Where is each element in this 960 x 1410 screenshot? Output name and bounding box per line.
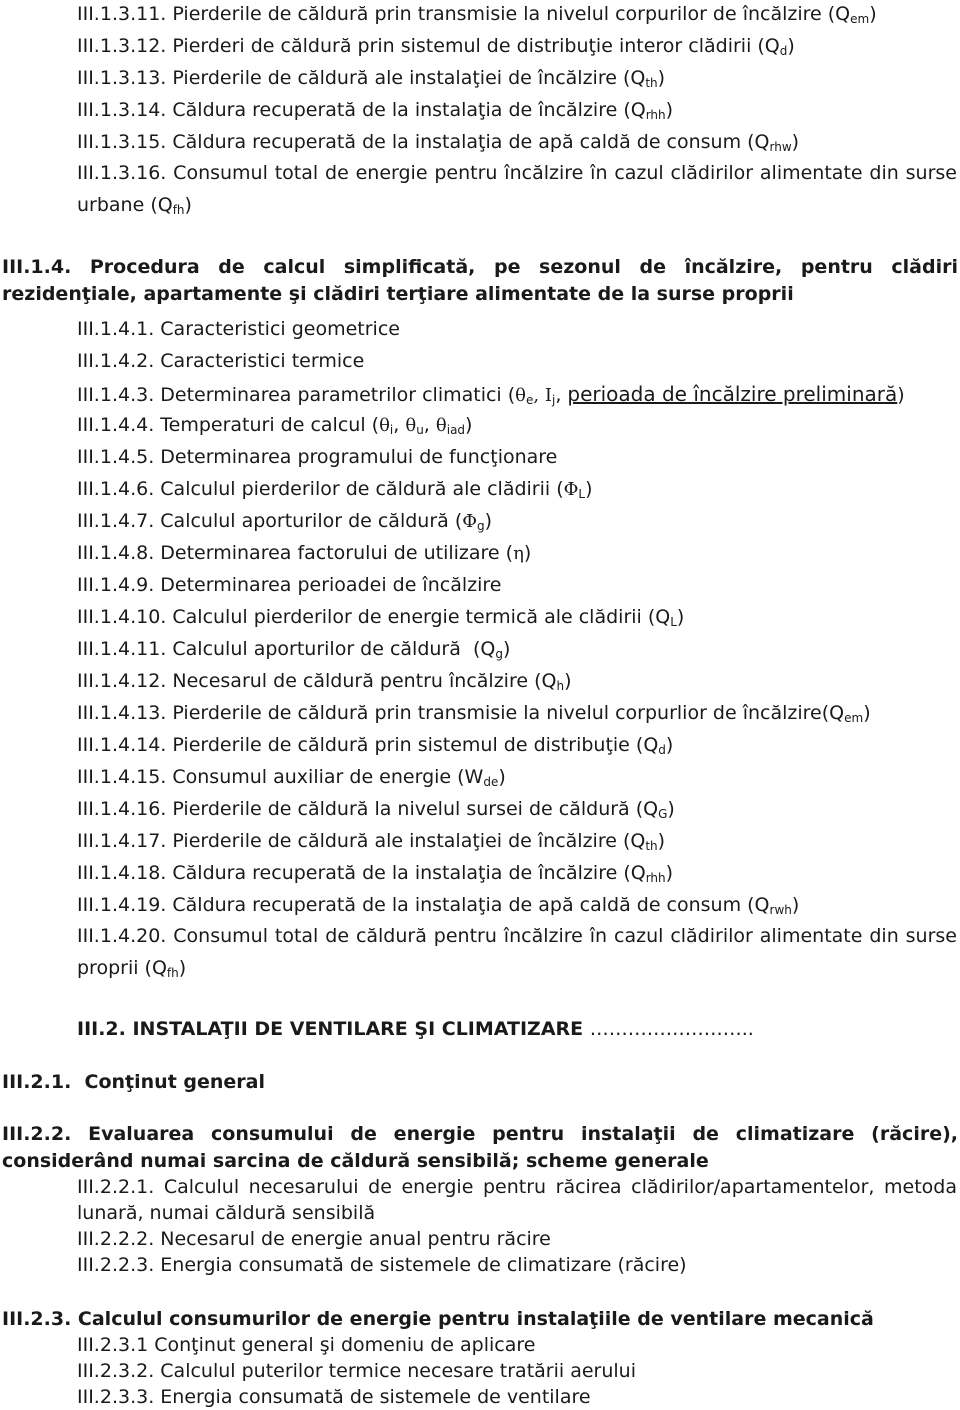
toc-entry-III-2-2-2: III.2.2.2. Necesarul de energie anual pentru răcire — [77, 1228, 551, 1250]
toc-entry-III-1-3-16: III.1.3.16. Consumul total de energie pentru încălzire în cazul clădirilor alimentate din surse urbane $(Q_{fh})$ — [77, 162, 957, 217]
toc-entry-III-1-4-9: III.1.4.9. Determinarea perioadei de încălzire — [77, 574, 502, 596]
toc-entry-III-1-4-4: III.1.4.4. Temperaturi de calcul ($\theta_i$, $\theta_u$, $\theta_{iad}$) — [77, 414, 473, 437]
toc-entry-III-1-4-15: III.1.4.15. Consumul auxiliar de energie $(W_{de})$ — [77, 766, 506, 789]
section-heading-III-2-3: III.2.3. Calculul consumurilor de energie pentru instalaţiile de ventilare mecanică — [2, 1308, 874, 1330]
toc-entry-III-1-4-19: III.1.4.19. Căldura recuperată de la instalaţia de apă caldă de consum $(Q_{rwh})$ — [77, 894, 800, 917]
toc-entry-III-1-3-12: III.1.3.12. Pierderi de căldură prin sistemul de distribuţie interor clădirii $(Q_d)$ — [77, 35, 795, 58]
toc-entry-III-1-4-7: III.1.4.7. Calculul aporturilor de căldură $(\Phi_g)$ — [77, 510, 493, 533]
toc-entry-III-2-2-1: III.2.2.1. Calculul necesarului de energie pentru răcirea clădirilor/apartamentelor, metoda lunară, numai căldură sensibilă — [77, 1176, 957, 1224]
toc-entry-III-1-4-14: III.1.4.14. Pierderile de căldură prin sistemul de distribuţie $(Q_d)$ — [77, 734, 674, 757]
toc-entry-III-1-4-18: III.1.4.18. Căldura recuperată de la instalaţia de încălzire $(Q_{rhh})$ — [77, 862, 674, 885]
chapter-heading-III-2: III.2. INSTALAŢII DE VENTILARE ŞI CLIMATIZARE …………………….. — [77, 1018, 754, 1040]
toc-entry-III-1-4-8: III.1.4.8. Determinarea factorului de utilizare (η) — [77, 542, 532, 564]
toc-entry-III-1-4-5: III.1.4.5. Determinarea programului de funcţionare — [77, 446, 558, 468]
toc-entry-III-2-3-3: III.2.3.3. Energia consumată de sistemele de ventilare — [77, 1386, 591, 1408]
toc-entry-III-1-4-16: III.1.4.16. Pierderile de căldură la nivelul sursei de căldură $(Q_G)$ — [77, 798, 675, 821]
toc-entry-III-1-4-1: III.1.4.1. Caracteristici geometrice — [77, 318, 400, 340]
leader-dots: …………………….. — [589, 1018, 754, 1040]
toc-entry-III-1-4-3: III.1.4.3. Determinarea parametrilor climatici ($\theta_e$, $I_j$, perioada de încălzire preliminară) — [77, 382, 905, 407]
toc-entry-III-1-4-13: III.1.4.13. Pierderile de căldură prin transmisie la nivelul corpurlior de $încălzire(Q_{em})$ — [77, 702, 871, 725]
section-heading-III-2-1: III.2.1. Conţinut general — [2, 1071, 266, 1093]
toc-entry-III-2-2-3: III.2.2.3. Energia consumată de sistemele de climatizare (răcire) — [77, 1254, 687, 1276]
toc-entry-III-1-4-20: III.1.4.20. Consumul total de căldură pentru încălzire în cazul clădirilor alimentate din surse proprii $(Q_{fh})$ — [77, 925, 957, 980]
toc-entry-III-1-4-2: III.1.4.2. Caracteristici termice — [77, 350, 365, 372]
toc-entry-III-1-4-11: III.1.4.11. Calculul aporturilor de căldură $(Q_g)$ — [77, 638, 511, 661]
section-heading-III-2-2: III.2.2. Evaluarea consumului de energie pentru instalaţii de climatizare (răcire), considerând numai sarcina de căldură sensibilă; scheme generale — [2, 1123, 958, 1172]
preliminary-heating-period-link[interactable]: perioada de încălzire preliminară — [567, 382, 898, 406]
toc-entry-III-1-4-6: III.1.4.6. Calculul pierderilor de căldură ale clădirii $(\Phi_L)$ — [77, 478, 593, 501]
toc-entry-III-1-4-10: III.1.4.10. Calculul pierderilor de energie termică ale clădirii $(Q_L)$ — [77, 606, 685, 629]
toc-entry-III-1-3-14: III.1.3.14. Căldura recuperată de la instalaţia de încălzire $(Q_{rhh})$ — [77, 99, 674, 122]
toc-entry-III-1-3-15: III.1.3.15. Căldura recuperată de la instalaţia de apă caldă de consum $(Q_{rhw})$ — [77, 131, 800, 154]
toc-entry-III-1-4-12: III.1.4.12. Necesarul de căldură pentru încălzire $(Q_h)$ — [77, 670, 572, 693]
toc-entry-III-1-3-11: III.1.3.11. Pierderile de căldură prin transmisie la nivelul corpurilor de încălzire $(Q_{em})$ — [77, 3, 877, 26]
toc-entry-III-2-3-2: III.2.3.2. Calculul puterilor termice necesare tratării aerului — [77, 1360, 636, 1382]
toc-entry-III-1-3-13: III.1.3.13. Pierderile de căldură ale instalaţiei de încălzire $(Q_{th})$ — [77, 67, 666, 90]
toc-entry-III-1-4-17: III.1.4.17. Pierderile de căldură ale instalaţiei de încălzire $(Q_{th})$ — [77, 830, 666, 853]
toc-entry-III-2-3-1: III.2.3.1 Conţinut general şi domeniu de aplicare — [77, 1334, 536, 1356]
section-heading-III-1-4: III.1.4. Procedura de calcul simplificată, pe sezonul de încălzire, pentru clădiri rezidenţiale, apartamente şi clădiri terţiare alimentate de la surse proprii — [2, 256, 958, 305]
